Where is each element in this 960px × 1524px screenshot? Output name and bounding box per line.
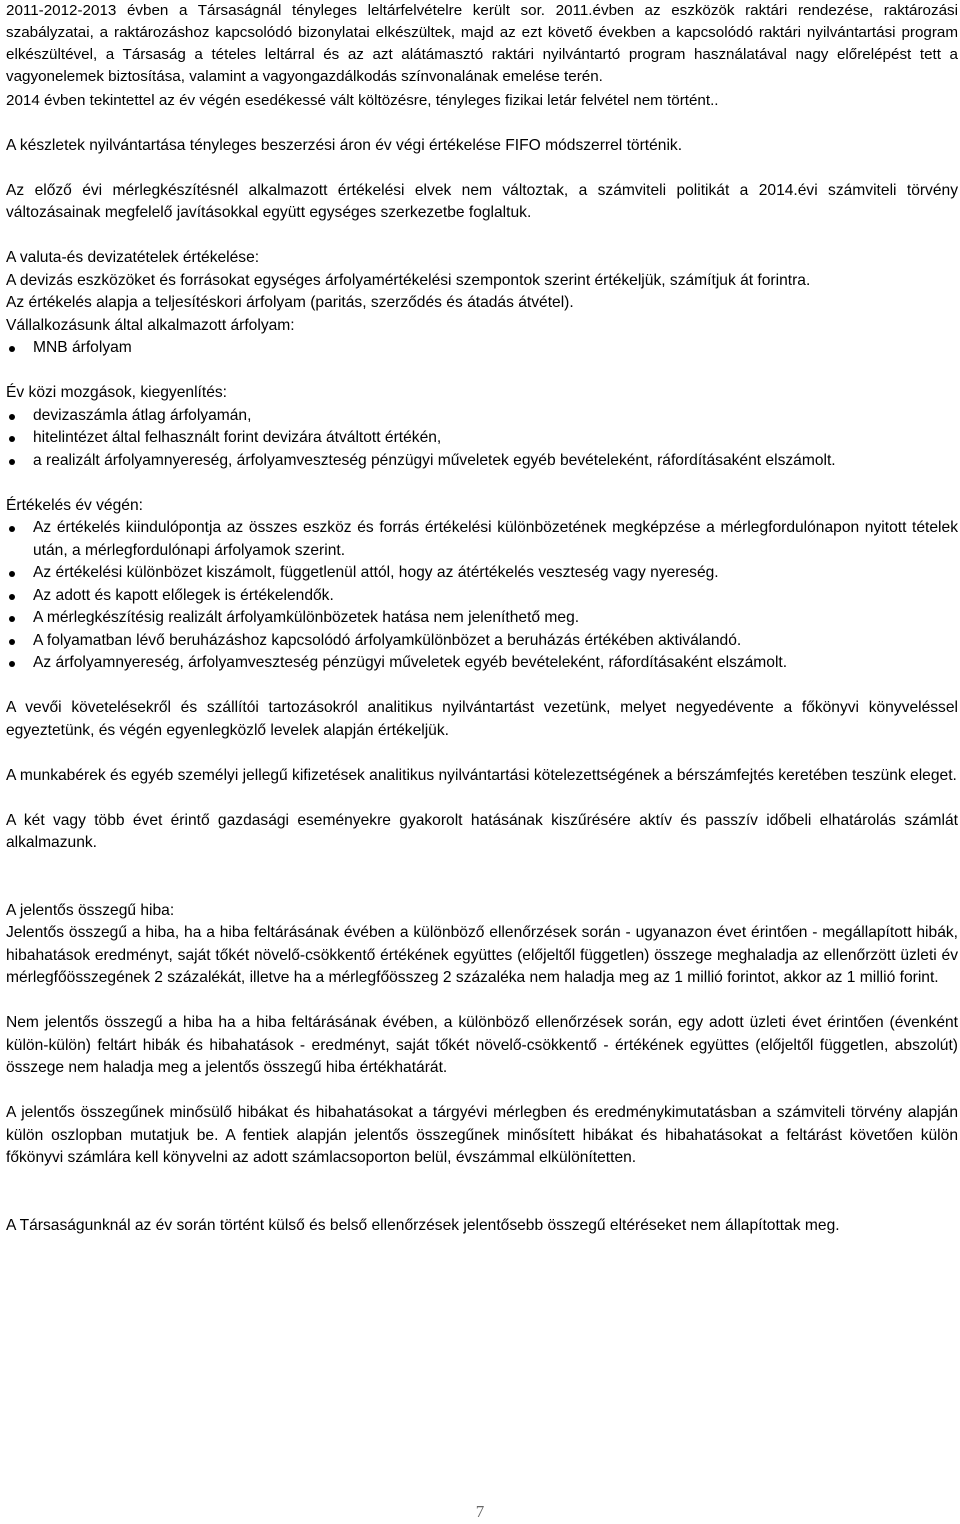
document-page — [6, 0, 958, 1237]
list-item: hitelintézet által felhasznált forint devizára átváltott értékén, — [6, 427, 958, 450]
elozo-ev-paragraph: Az előző évi mérlegkészítésnél alkalmazott értékelési elvek nem változtak, a számviteli politikát a 2014.évi számviteli törvény változásainak megfelelő javításokkal együtt egységes szerkezetbe foglaltuk. — [6, 181, 958, 221]
page-number: 7 — [475, 1502, 485, 1521]
minosulo-hiba-paragraph: A jelentős összegűnek minősülő hibákat és hibahatásokat a tárgyévi mérlegben és eredménykimutatásban a számviteli törvény alapján külön oszlopban mutatjuk be. A fentiek alapján jelentős összegűnek minősített hibákat és hibahatásokat a feltárást követően külön főkönyvi számlára kell könyvelni az adott számlacsoporton belül, évszámmal elkülönítetten. — [6, 1104, 958, 1166]
ellenorzes-paragraph: A Társaságunknál az év során történt külső és belső ellenőrzések jelentősebb összegű eltéréseket nem állapítottak meg. — [6, 1216, 840, 1234]
list-item: a realizált árfolyamnyereség, árfolyamveszteség pénzügyi műveletek egyéb bevételeként, ráfordításaként elszámolt. — [6, 450, 958, 473]
vevo-paragraph: A vevői követelésekről és szállítói tartozásokról analitikus nyilvántartást vezetünk, melyet negyedévente a főkönyvi könyveléssel egyeztetünk, és végén egyenlegközlő levelek alapján értékeljük. — [6, 699, 958, 739]
valuta-line-3: Vállalkozásunk által alkalmazott árfolyam: — [6, 316, 295, 334]
evkozi-section — [6, 382, 958, 472]
list-item: Az árfolyamnyereség, árfolyamveszteség pénzügyi műveletek egyéb bevételeként, ráfordításaként elszámolt. — [6, 652, 958, 675]
valuta-bullet-list — [6, 337, 958, 360]
valuta-heading: A valuta-és devizatételek értékelése: — [6, 249, 260, 266]
evkozi-bullet-list — [6, 405, 958, 473]
elhatarolas-paragraph: A két vagy több évet érintő gazdasági eseményekre gyakorolt hatásának kiszűrésére aktív és passzív időbeli elhatárolás számlát alkalmazunk. — [6, 811, 958, 851]
valuta-section — [6, 247, 958, 360]
koltozes-paragraph: 2014 évben tekintettel az év végén esedékessé vált költözésre, tényleges fizikai letár felvétel nem történt.. — [6, 92, 719, 109]
list-item: Az értékelés kiindulópontja az összes eszköz és forrás értékelési különbözetének megképzése a mérlegfordulónapon nyitott tételek után, a mérlegfordulónapi árfolyamok szerint. — [6, 517, 958, 562]
jelentos-hiba-heading: A jelentős összegű hiba: — [6, 901, 175, 919]
evvege-heading: Értékelés év végén: — [6, 496, 143, 514]
keszlet-paragraph: A készletek nyilvántartása tényleges beszerzési áron év végi értékelése FIFO módszerrel történik. — [6, 136, 683, 154]
list-item: Az értékelési különbözet kiszámolt, függetlenül attól, hogy az átértékelés veszteség vagy nyereség. — [6, 562, 958, 585]
list-item: Az adott és kapott előlegek is értékelendők. — [6, 585, 958, 608]
evvege-section — [6, 495, 958, 675]
list-item: A mérlegkészítésig realizált árfolyamkülönbözetek hatása nem jeleníthető meg. — [6, 607, 958, 630]
evvege-bullet-list — [6, 517, 958, 675]
list-item: A folyamatban lévő beruházáshoz kapcsolódó árfolyamkülönbözet a beruházás értékében aktiválandó. — [6, 630, 958, 653]
list-item: devizaszámla átlag árfolyamán, — [6, 405, 958, 428]
munkaber-paragraph: A munkabérek és egyéb személyi jellegű kifizetések analitikus nyilvántartási kötelezettségének a bérszámfejtés keretében teszünk eleget. — [6, 766, 957, 784]
list-item: MNB árfolyam — [6, 337, 958, 360]
leltar-paragraph: 2011-2012-2013 évben a Társaságnál tényleges leltárfelvételre került sor. 2011.évben az eszközök raktári rendezése, raktározási szabályzatai, a raktározáshoz kapcsolódó bizonylatai elkészültek, majd az ezt követő években a kapcsolódó raktári nyilvántartási program elkészültével, a Társaság a tételes leltárral és az azt alátámasztó raktári nyilvántartó program használatával nagy előrelépést tett a vagyonelemek biztosítása, valamint a vagyongazdálkodás színvonalának emelése terén. — [6, 2, 958, 85]
jelentos-hiba-section — [6, 900, 958, 990]
nem-jelentos-hiba-paragraph: Nem jelentős összegű a hiba ha a hiba feltárásának évében, a különböző ellenőrzések során, egy adott üzleti évet érintően (évenként külön-külön) feltárt hibák és hibahatások - eredményt, saját tőkét növelő-csökkentő - értékének együttes (előjeltől független, abszolút) összege nem haladja meg a jelentős összegű hiba értékhatárát. — [6, 1014, 958, 1076]
valuta-line-2: Az értékelés alapja a teljesítéskori árfolyam (paritás, szerződés és átadás átvétel). — [6, 294, 574, 311]
valuta-line-1: A devizás eszközöket és forrásokat egységes árfolyamértékelési szempontok szerint értékeljük, számítjuk át forintra. — [6, 271, 811, 289]
jelentos-hiba-paragraph: Jelentős összegű a hiba, ha a hiba feltárásának évében a különböző ellenőrzések során - ugyanazon évet érintően - megállapított hibák, hibahatások eredményt, saját tőkét növelő-csökkentő értékének együttes (előjeltől független) összege meghaladja az ellenőrzött üzleti év mérlegfőösszegének 2 százalékát, illetve ha a mérlegfőösszeg 2 százaléka nem haladja meg az 1 millió forintot, akkor az 1 millió forint. — [6, 924, 958, 986]
evkozi-heading: Év közi mozgások, kiegyenlítés: — [6, 384, 228, 401]
